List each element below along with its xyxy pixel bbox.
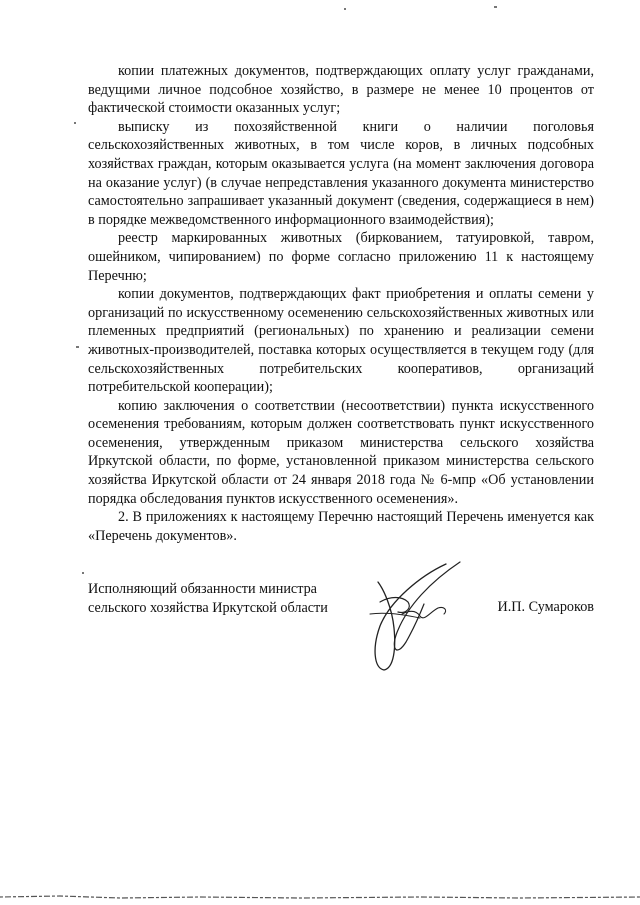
signatory-position-line-2: сельского хозяйства Иркутской области [88, 599, 328, 616]
document-body [88, 62, 594, 545]
signatory-name: И.П. Сумароков [497, 599, 594, 615]
handwritten-signature [350, 556, 480, 676]
paragraph-semen-purchase-documents: копии документов, подтверждающих факт приобретения и оплаты семени у организаций по искусственному осеменению сельскохозяйственных животных или племенных предприятий (региональных) по хранению и реализации семени животных-производителей, поставка которых осуществляется в текущем году (для сельскохозяйственных потребительских кооперативов, организаций потребительской кооперации); [88, 286, 594, 396]
scan-speck [494, 6, 497, 8]
scan-speck [82, 572, 84, 574]
signatory-position [88, 580, 368, 617]
scan-speck [76, 346, 79, 348]
paragraph-marked-animals-register: реестр маркированных животных (биркованием, татуировкой, тавром, ошейником, чипированием) по форме согласно приложению 11 к настоящему Перечню; [88, 230, 594, 284]
scan-speck [344, 8, 346, 10]
paragraph-household-book-extract: выписку из похозяйственной книги о наличии поголовья сельскохозяйственных животных, в том числе коров, в личных подсобных хозяйствах граждан, которым оказывается услуга (на момент заключения договора на оказание услуг) (в случае непредставления указанного документа министерство самостоятельно запрашивает указанный документ (сведения, содержащиеся в нем) в порядке межведомственного информационного взаимодействия); [88, 118, 594, 228]
signature-block [88, 580, 594, 680]
paragraph-insemination-point-conclusion: копию заключения о соответствии (несоответствии) пункта искусственного осеменения требованиям, которым должен соответствовать пункт искусственного осеменения, утвержденным приказом министерства сельского хозяйства Иркутской области, по форме, установленной приказом министерства сельского хозяйства Иркутской области от 24 января 2018 года № 6-мпр «Об установлении порядка обследования пунктов искусственного осеменения». [88, 397, 594, 507]
paragraph-payment-documents: копии платежных документов, подтверждающих оплату услуг гражданами, ведущими личное подсобное хозяйство, в размере не менее 10 процентов от фактической стоимости оказанных услуг; [88, 63, 594, 117]
scan-edge-artifact [0, 885, 640, 905]
signatory-position-line-1: Исполняющий обязанности министра [88, 581, 317, 597]
paragraph-clause-2: 2. В приложениях к настоящему Перечню настоящий Перечень именуется как «Перечень документов». [88, 509, 594, 544]
scan-speck [74, 122, 76, 124]
